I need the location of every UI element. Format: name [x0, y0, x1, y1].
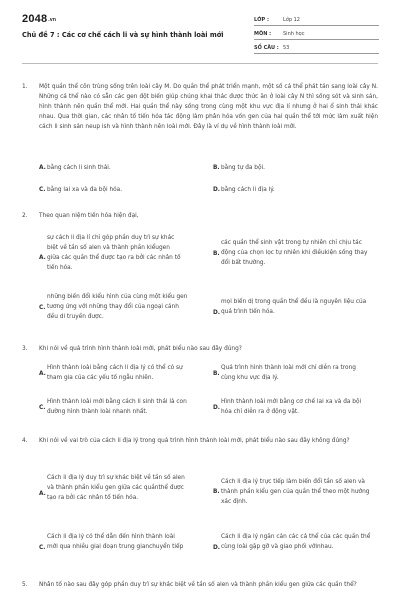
option-text: Cách li địa lý duy trì sự khác biệt về tần số alen và thành phần kiểu gen giữa các quầnthể được tạo ra bởi các nhân tố tiến hóa.	[47, 475, 185, 501]
count-underline	[254, 53, 379, 54]
option-text: bằng lai xa và đa bội hóa.	[47, 187, 123, 193]
option-text: bằng tự đa bội.	[221, 165, 265, 171]
option-text: bằng cách li địa lý.	[221, 187, 275, 193]
question-text: Một quần thể côn trùng sống trên loài cây M. Do quần thể phát triển mạnh, một số cá thể phát tán sang loài cây N. Những cá thể nào có sẵn các gen đột biến giúp chúng khai thác được thức ăn ở loài cây N thì sống sót và sinh sản, hình thành nên quần thể mới. Hai quần thể này sống trong cùng một khu vực địa lí nhưng ở hai ổ sinh thái khác nhau. Qua thời gian, các nhân tố tiến hóa tác động làm phân hóa vốn gen của hai quần thể tới mức làm xuất hiện cách li sinh sản neup ish và hình thành nên loài mới. Đây là ví dụ về hình thành loài mới.	[39, 84, 378, 130]
option-text: Cách li địa lý trực tiếp làm biến đổi tần số alen và thành phần kiểu gen của quần thể theo một hướng xác định.	[221, 479, 370, 505]
count-label: SỐ CÂU :	[254, 45, 279, 51]
count-value: 53	[283, 45, 290, 51]
option-text: Hình thành loài mới bằng cơ chế lai xa và đa bội hóa chỉ diễn ra ở động vật.	[221, 399, 362, 415]
question-2	[22, 211, 378, 221]
topic-title: Chủ đề 7 : Các cơ chế cách li và sự hình thành loài mới	[22, 31, 224, 39]
class-value: Lớp 12	[283, 17, 300, 23]
option-letter: B.	[213, 371, 220, 377]
question-number: 1.	[22, 84, 28, 90]
option-letter: C.	[39, 305, 46, 311]
option-letter: C.	[39, 405, 46, 411]
option-text: bằng cách li sinh thái.	[47, 165, 111, 171]
option-text: những biến đổi kiểu hình của cùng một kiểu gen tương ứng với những thay đổi của ngoại cảnh đều di truyền được.	[47, 294, 188, 320]
logo-suffix: .vn	[48, 17, 57, 23]
option-letter: D.	[213, 310, 221, 316]
question-3	[22, 344, 378, 354]
question-4	[22, 436, 378, 446]
option-letter: D.	[213, 405, 221, 411]
option-letter: D.	[213, 187, 221, 193]
subject-value: Sinh học	[283, 31, 305, 37]
question-text: Theo quan niệm tiến hóa hiện đại,	[39, 213, 139, 219]
option-letter: C.	[39, 545, 46, 551]
option-text: Hình thành loài bằng cách li địa lý có thể có sự tham gia của các yếu tố ngẫu nhiên.	[47, 365, 183, 381]
option-text: các quần thể sinh vật trong tự nhiên chỉ chịu tác động của chọn lọc tự nhiên khi điềukiện sống thay đổi bất thường.	[221, 240, 368, 266]
question-number: 3.	[22, 346, 28, 352]
option-letter: B.	[213, 251, 220, 257]
option-letter: B.	[213, 489, 220, 495]
option-text: Hình thành loài mới bằng cách li sinh thái là con đường hình thành loài nhanh nhất.	[47, 399, 187, 415]
option-text: Cách li địa lý có thể dẫn đến hình thành loài mới qua nhiều giai đoạn trung gianchuyển tiếp	[47, 534, 184, 550]
site-logo[interactable]	[22, 13, 56, 25]
option-letter: A.	[39, 165, 46, 171]
subject-underline	[254, 39, 379, 40]
option-text: mọi biến dị trong quần thể đều là nguyên liệu của quá trình tiến hóa.	[221, 299, 367, 315]
option-text: Cách li địa lý ngăn cản các cá thể của các quần thể cùng loài gặp gỡ và giao phối vớinhau.	[221, 534, 371, 550]
question-text: Nhân tố nào sau đây góp phần duy trì sự khác biệt về tần số alen và thành phần kiểu gen giữa các quần thể?	[39, 582, 357, 588]
header-divider	[22, 63, 378, 64]
question-number: 5.	[22, 582, 28, 588]
option-letter: C.	[39, 187, 46, 193]
option-text: sự cách li địa lí chỉ góp phần duy trì sự khác biệt về tần số alen và thành phần kiểugen giữa các quần thể được tạo ra bởi các nhân tố tiến hóa.	[47, 235, 181, 271]
class-underline	[254, 25, 379, 26]
question-number: 4.	[22, 438, 28, 444]
question-text: Khi nói về vai trò của cách li địa lý trong quá trình hình thành loài mới, phát biểu nào sau đây không đúng?	[39, 438, 350, 444]
subject-label: MÔN :	[254, 31, 272, 37]
page-header	[0, 0, 400, 60]
option-letter: B.	[213, 165, 220, 171]
question-text: Khi nói về quá trình hình thành loài mới, phát biểu nào sau đây đúng?	[39, 346, 242, 352]
option-text: Quá trình hình thành loài mới chỉ diễn ra trong cùng khu vực địa lý.	[221, 365, 356, 381]
option-letter: A.	[39, 491, 46, 497]
question-number: 2.	[22, 213, 28, 219]
question-5	[22, 580, 378, 590]
question-1	[22, 82, 378, 132]
option-letter: A.	[39, 255, 46, 261]
option-letter: A.	[39, 371, 46, 377]
logo-text: 2048	[22, 13, 48, 25]
class-label: LỚP :	[254, 17, 269, 23]
option-letter: D.	[213, 545, 221, 551]
